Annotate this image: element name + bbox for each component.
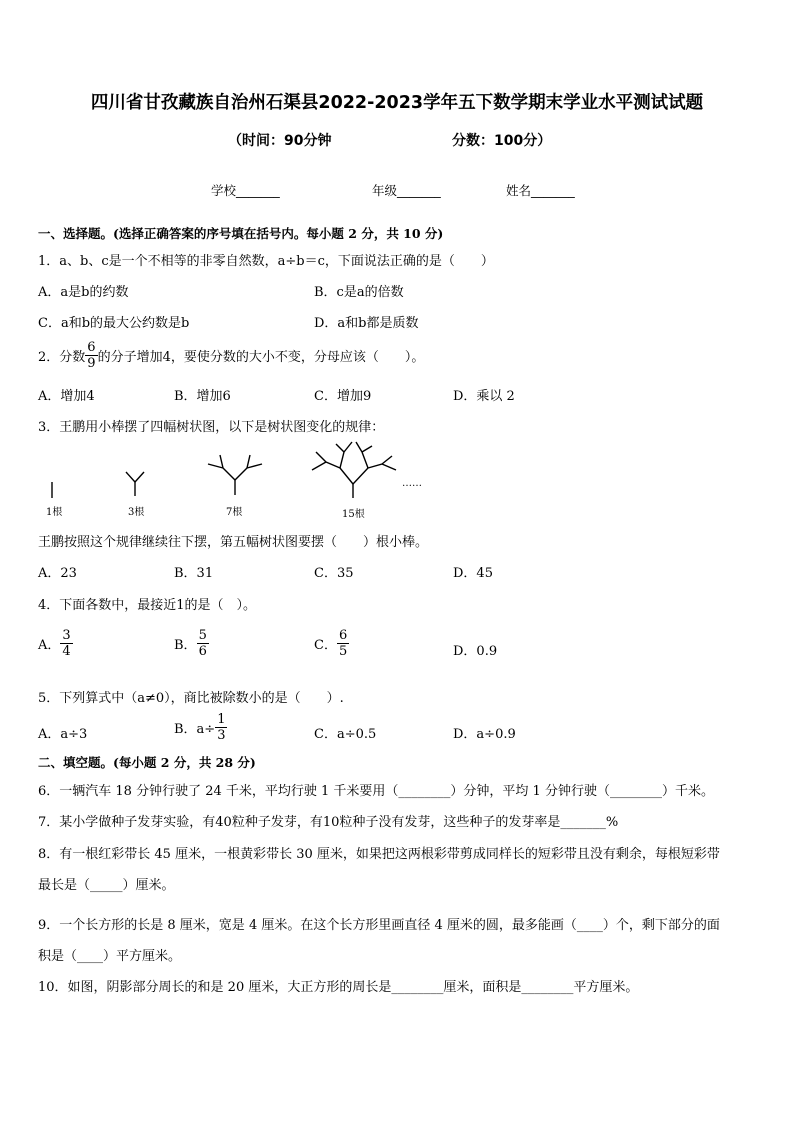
q4-option-d[interactable]: D．0.9 bbox=[453, 644, 498, 659]
q3-option-c[interactable]: C．35 bbox=[314, 566, 354, 581]
q3-option-a[interactable]: A．23 bbox=[38, 566, 77, 581]
q4-a-denominator: 4 bbox=[62, 644, 71, 659]
q2-option-a[interactable]: A．增加4 bbox=[38, 389, 95, 404]
tree-3 bbox=[208, 455, 262, 495]
tree-4-label: 15根 bbox=[342, 509, 365, 520]
tree-3-label: 7根 bbox=[226, 507, 243, 518]
question-7: 7．某小学做种子发芽实验，有40粒种子发芽，有10粒种子没有发芽，这些种子的发芽率是_______% bbox=[38, 815, 619, 830]
tree-2-label: 3根 bbox=[128, 507, 145, 518]
q4-option-b[interactable] bbox=[174, 628, 209, 659]
tree-1-label: 1根 bbox=[46, 507, 63, 518]
q2-suffix: 的分子增加4，要使分数的大小不变，分母应该（ ）。 bbox=[97, 350, 425, 365]
q3-option-b[interactable]: B．31 bbox=[174, 566, 214, 581]
q4-a-fraction bbox=[60, 628, 72, 659]
q5-option-a[interactable]: A．a÷3 bbox=[38, 727, 88, 742]
tree-4 bbox=[312, 442, 396, 498]
q4-a-label: A． bbox=[38, 638, 61, 653]
question-3: 3．王鹏用小棒摆了四幅树状图，以下是树状图变化的规律： bbox=[38, 420, 385, 435]
q4-option-a[interactable] bbox=[38, 628, 73, 659]
name-field[interactable]: 姓名_______ bbox=[506, 183, 575, 198]
q2-numerator: 6 bbox=[87, 340, 96, 355]
q2-fraction bbox=[85, 340, 97, 371]
q2-option-d[interactable]: D．乘以 2 bbox=[453, 389, 515, 404]
q3-option-d[interactable]: D．45 bbox=[453, 566, 493, 581]
q5-option-d[interactable]: D．a÷0.9 bbox=[453, 727, 516, 742]
question-6: 6．一辆汽车 18 分钟行驶了 24 千米，平均行驶 1 千米要用（________）分钟，平均 1 分钟行驶（________）千米。 bbox=[38, 784, 714, 799]
q4-c-numerator: 6 bbox=[338, 628, 348, 643]
question-5: 5．下列算式中（a≠0），商比被除数小的是（ ）. bbox=[38, 691, 344, 706]
q5-b-label: B．a÷ bbox=[174, 722, 216, 737]
tree-2 bbox=[126, 472, 144, 496]
school-field[interactable]: 学校_______ bbox=[211, 183, 280, 198]
tree-ellipsis: …… bbox=[402, 478, 422, 489]
question-3-ask: 王鹏按照这个规律继续往下摆，第五幅树状图要摆（ ）根小棒。 bbox=[38, 535, 429, 550]
q4-b-label: B． bbox=[174, 638, 197, 653]
question-8-line-1: 8．有一根红彩带长 45 厘米，一根黄彩带长 30 厘米，如果把这两根彩带剪成同样长的短彩带且没有剩余，每根短彩带 bbox=[38, 847, 720, 862]
q4-b-fraction bbox=[197, 628, 209, 659]
section-2-heading: 二、填空题。(每小题 2 分，共 28 分) bbox=[38, 755, 256, 770]
q5-b-denominator: 3 bbox=[217, 728, 226, 743]
exam-score: 分数：100分） bbox=[452, 133, 552, 149]
q1-option-a[interactable]: A．a是b的约数 bbox=[38, 285, 129, 300]
q4-b-numerator: 5 bbox=[198, 628, 207, 643]
q1-option-b[interactable]: B．c是a的倍数 bbox=[314, 285, 404, 300]
question-9-line-1: 9．一个长方形的长是 8 厘米，宽是 4 厘米。在这个长方形里画直径 4 厘米的圆，最多能画（____）个，剩下部分的面 bbox=[38, 918, 720, 933]
exam-time: （时间：90分钟 bbox=[228, 133, 332, 149]
q5-option-b[interactable] bbox=[174, 712, 227, 743]
q5-b-numerator: 1 bbox=[217, 712, 226, 727]
grade-field[interactable]: 年级_______ bbox=[372, 183, 441, 198]
question-4: 4．下面各数中，最接近1的是（ ）。 bbox=[38, 598, 257, 613]
question-10: 10．如图，阴影部分周长的和是 20 厘米，大正方形的周长是________厘米，面积是________平方厘米。 bbox=[38, 980, 639, 995]
q1-option-d[interactable]: D．a和b都是质数 bbox=[314, 316, 419, 331]
q4-a-numerator: 3 bbox=[62, 628, 71, 643]
q2-prefix: 2．分数 bbox=[38, 350, 86, 365]
tree-diagram-figure bbox=[40, 438, 440, 522]
q5-option-c[interactable]: C．a÷0.5 bbox=[314, 727, 377, 742]
q4-b-denominator: 6 bbox=[198, 644, 207, 659]
q4-option-c[interactable] bbox=[314, 628, 349, 659]
q4-c-denominator: 5 bbox=[338, 644, 348, 659]
page-title: 四川省甘孜藏族自治州石渠县2022-2023学年五下数学期末学业水平测试试题 bbox=[90, 93, 704, 113]
q2-option-b[interactable]: B．增加6 bbox=[174, 389, 231, 404]
section-1-heading: 一、选择题。(选择正确答案的序号填在括号内。每小题 2 分，共 10 分) bbox=[38, 226, 444, 241]
q4-c-label: C． bbox=[314, 638, 337, 653]
q4-c-fraction bbox=[337, 628, 349, 659]
question-8-line-2: 最长是（_____）厘米。 bbox=[38, 878, 175, 893]
question-9-line-2: 积是（____）平方厘米。 bbox=[38, 949, 182, 964]
question-2 bbox=[38, 340, 424, 371]
q2-option-c[interactable]: C．增加9 bbox=[314, 389, 372, 404]
question-1: 1．a、b、c是一个不相等的非零自然数，a÷b＝c，下面说法正确的是（ ） bbox=[38, 254, 494, 269]
q2-denominator: 9 bbox=[87, 356, 96, 371]
q5-b-fraction bbox=[215, 712, 227, 743]
q1-option-c[interactable]: C．a和b的最大公约数是b bbox=[38, 316, 190, 331]
